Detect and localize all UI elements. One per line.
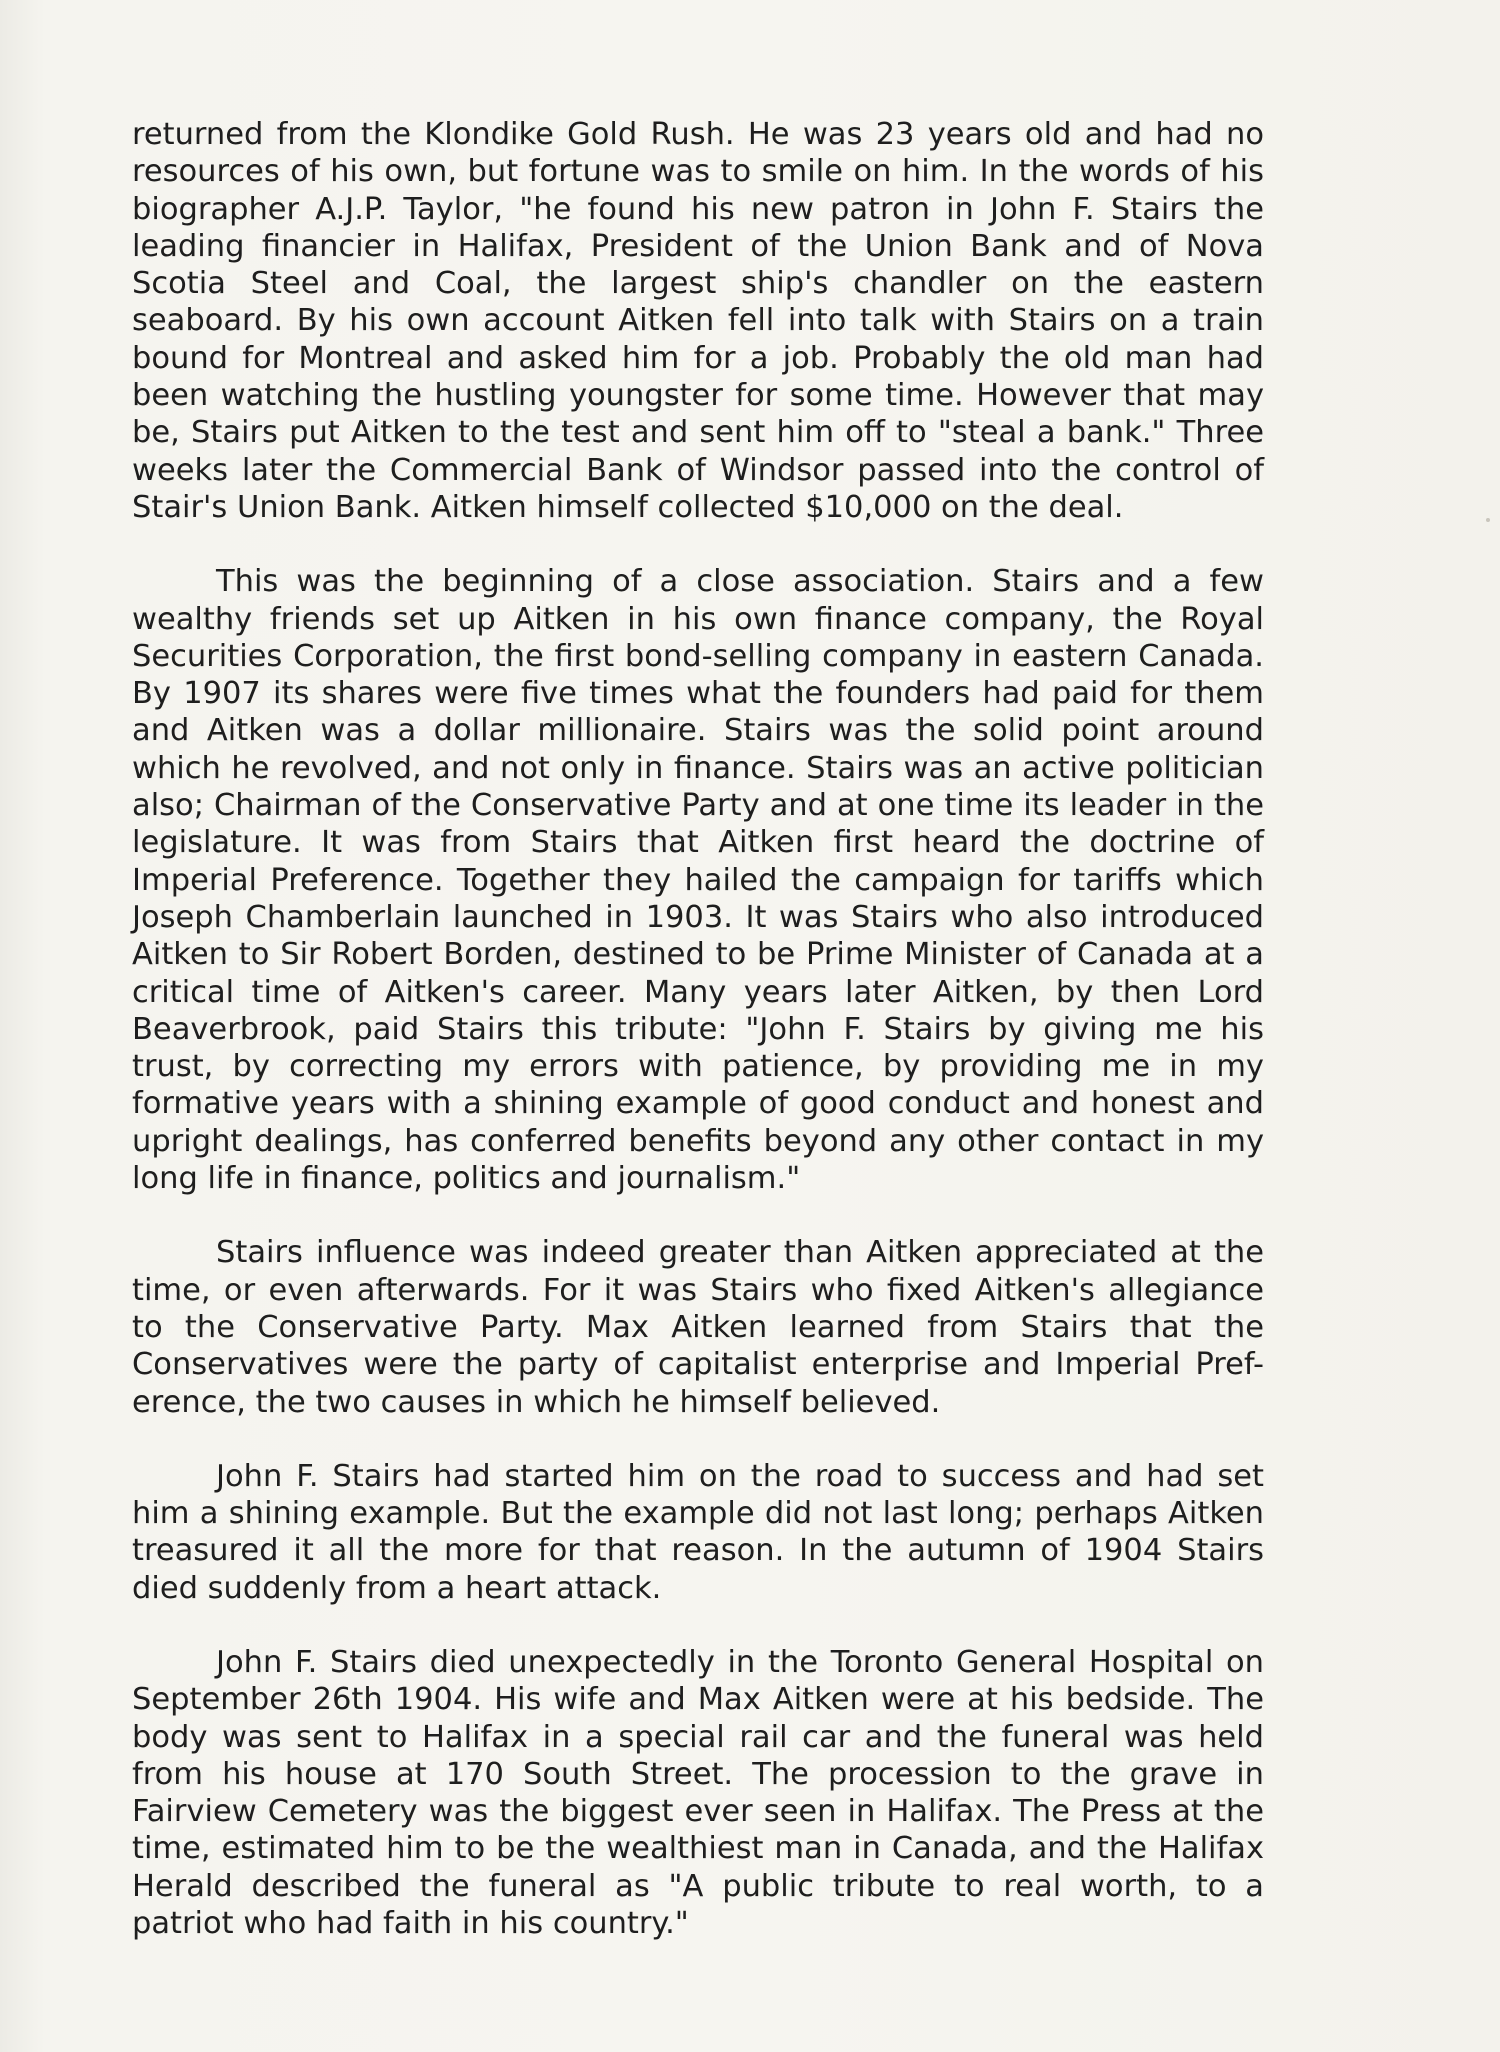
paragraph-2: This was the beginning of a close association. Stairs and a few wealthy friends set up Aitken in his own finance company, the Royal Securities Corporation, the first bond-selling company in eastern Canada. By 1907 its shares were five times what the founders had paid for them and Aitken was a dollar millionaire. Stairs was the solid point around which he revolved, and not only in finance. Stairs was an active politician also; Chairman of the Conservative Party and at one time its leader in the legislature. It was from Stairs that Aitken first heard the doctrine of Imperial Preference. Together they hailed the campaign for tariffs which Joseph Chamberlain launched in 1903. It was Stairs who also introduced Aitken to Sir Robert Borden, destined to be Prime Minister of Canada at a critical time of Aitken's career. Many years later Aitken, by then Lord Beaverbrook, paid Stairs this tribute: "John F. Stairs by giving me his trust, by correcting my errors with patience, by providing me in my formative years with a shining example of good conduct and honest and upright dealings, has conferred benefits beyond any other contact in my long life in finance, politics and journalism." <box>132 564 1264 1197</box>
paragraph-5: John F. Stairs died unexpectedly in the Toronto General Hospital on September 26th 1904. His wife and Max Aitken were at his bedside. The body was sent to Halifax in a special rail car and the funeral was held from his house at 170 South Street. The procession to the grave in Fairview Cemetery was the biggest ever seen in Halifax. The Press at the time, estimated him to be the wealthiest man in Canada, and the Halifax Herald described the funeral as "A public tribute to real worth, to a patriot who had faith in his country." <box>132 1644 1264 1942</box>
body-text <box>132 116 1264 1942</box>
paragraph-3: Stairs influence was indeed greater than Aitken appreciated at the time, or even afterwards. For it was Stairs who fixed Aitken's allegiance to the Conservative Party. Max Aitken learned from Stairs that the Conservatives were the party of capitalist enterprise and Imperial Pref-erence, the two causes in which he himself believed. <box>132 1235 1264 1420</box>
paragraph-4: John F. Stairs had started him on the road to success and had set him a shining example. But the example did not last long; perhaps Aitken treasured it all the more for that reason. In the autumn of 1904 Stairs died suddenly from a heart attack. <box>132 1458 1264 1606</box>
paragraph-1: returned from the Klondike Gold Rush. He was 23 years old and had no resources of his own, but fortune was to smile on him. In the words of his biographer A.J.P. Taylor, "he found his new patron in John F. Stairs the leading financier in Halifax, President of the Union Bank and of Nova Scotia Steel and Coal, the largest ship's chandler on the eastern seaboard. By his own account Aitken fell into talk with Stairs on a train bound for Montreal and asked him for a job. Probably the old man had been watching the hustling youngster for some time. However that may be, Stairs put Aitken to the test and sent him off to "steal a bank." Three weeks later the Commercial Bank of Windsor passed into the control of Stair's Union Bank. Aitken himself collected $10,000 on the deal. <box>132 117 1264 525</box>
paper-speck <box>1486 518 1490 522</box>
